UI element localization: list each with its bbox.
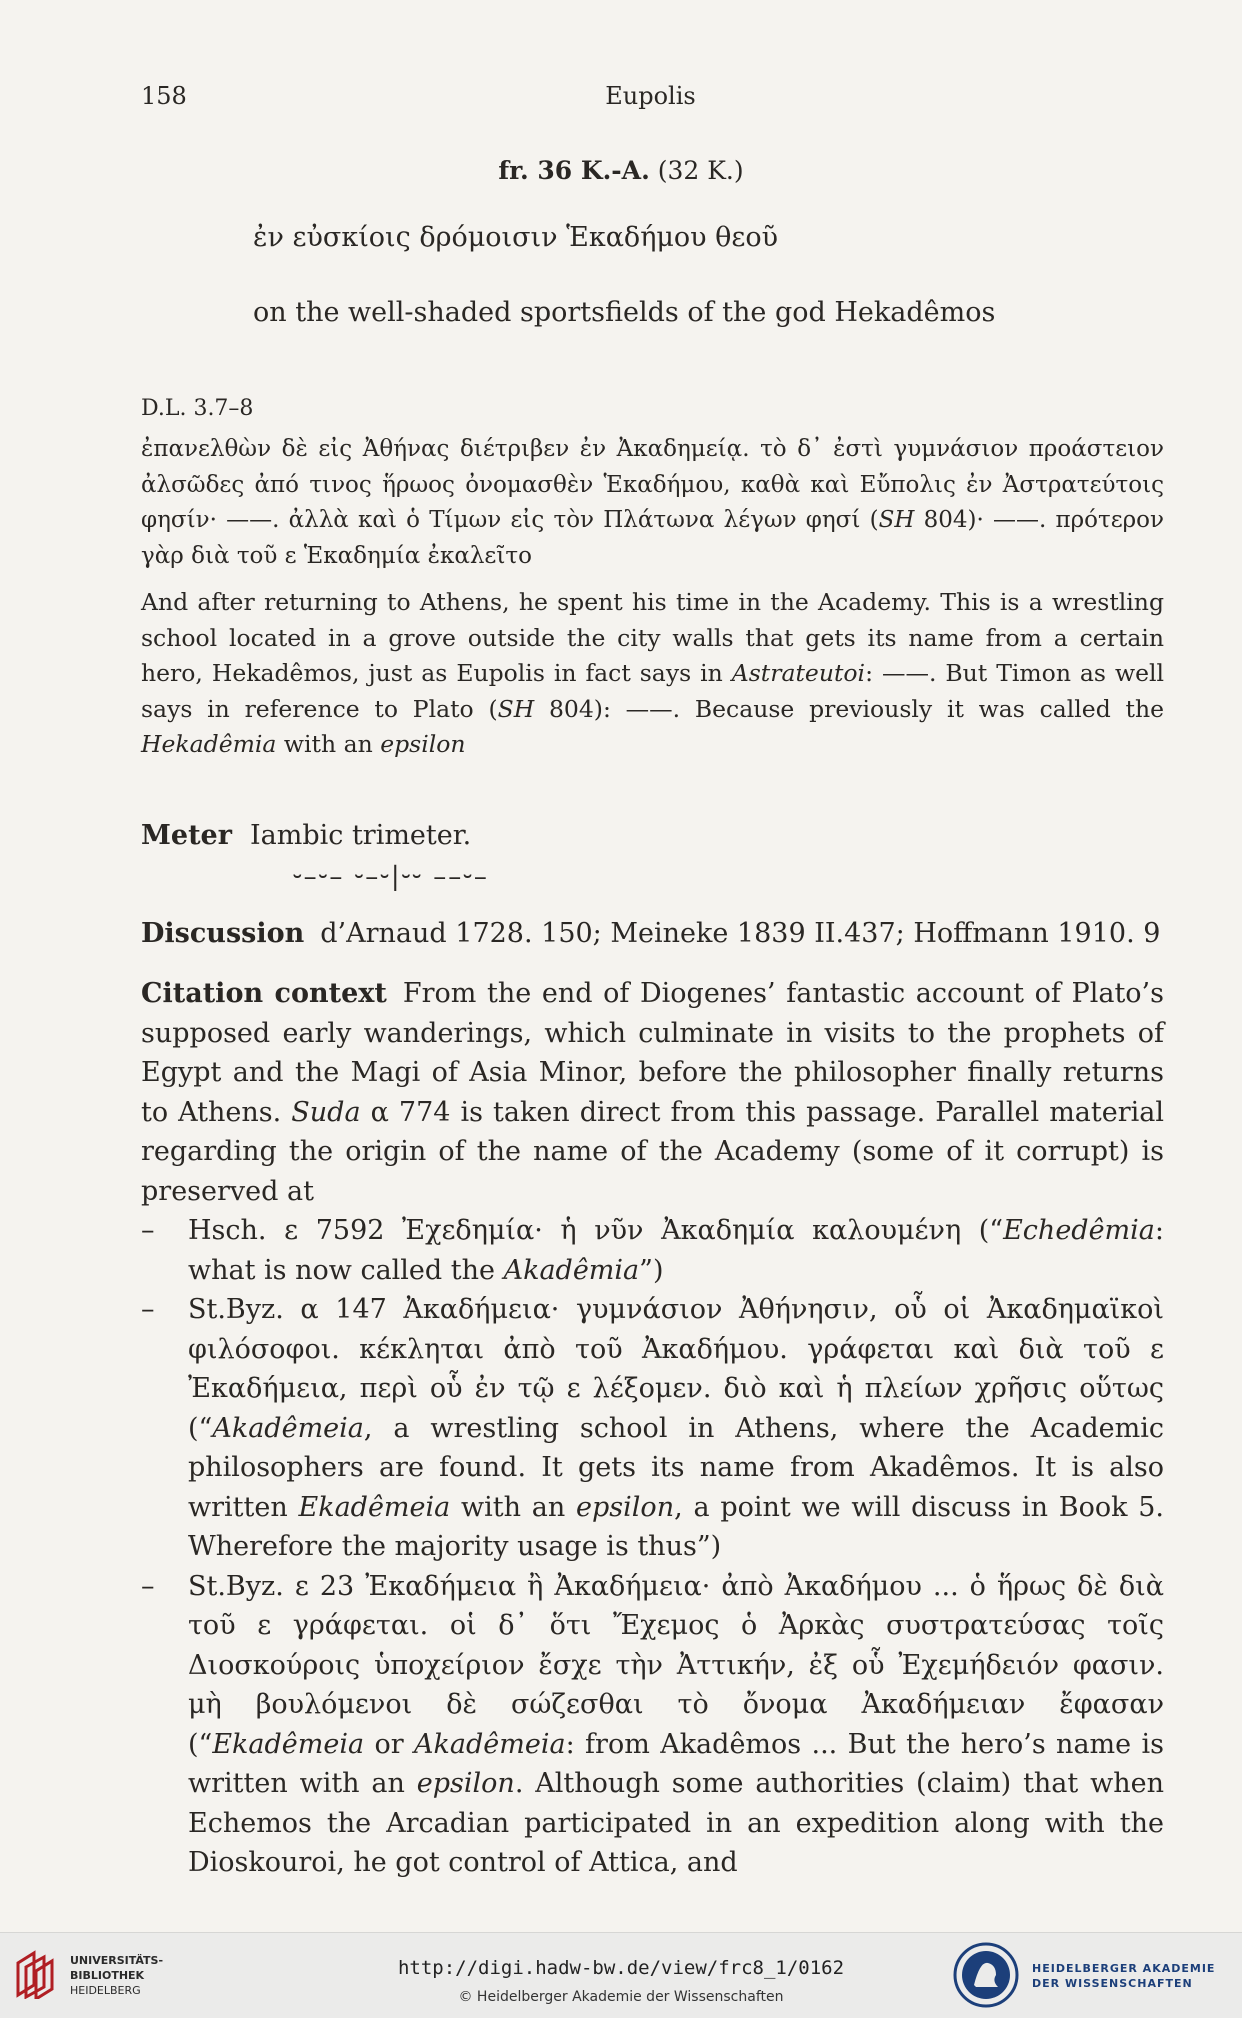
discussion-section	[141, 918, 1164, 949]
academy-logo[interactable]	[952, 1941, 1222, 2009]
fragment-translation: on the well-shaded sportsfields of the god Hekadêmos	[253, 297, 996, 328]
meter-section	[141, 820, 1164, 851]
university-library-name: UNIVERSITÄTS- BIBLIOTHEK HEIDELBERG	[70, 1954, 164, 1997]
citation-paragraph: Citation context From the end of Diogenes’ fantastic account of Plato’s supposed early wanderings, which culminate in visits to the prophets of Egypt and the Magi of Asia Minor, before the philosopher finally returns to Athens. Suda α 774 is taken direct from this passage. Parallel material regarding the origin of the name of the Academy (some of it corrupt) is preserved at	[141, 978, 1164, 1207]
list-item: – Hsch. ε 7592 Ἐχεδημία· ἡ νῦν Ἀκαδημία καλουμένη (“Echedêmia: what is now called the Akadêmia”)	[141, 1211, 1164, 1290]
citation-list	[141, 1211, 1164, 1883]
fragment-label: fr. 36 K.-A.	[498, 156, 650, 185]
list-item: – St.Byz. α 147 Ἀκαδήμεια· γυμνάσιον Ἀθήνησιν, οὗ οἱ Ἀκαδημαϊκοὶ φιλόσοφοι. κέκληται ἀπὸ τοῦ Ἀκαδήμου. γράφεται καὶ διὰ τοῦ ε Ἐκαδήμεια, περὶ οὗ ἐν τῷ ε λέξομεν. διὸ καὶ ἡ πλείων χρῆσις οὕτως (“Akadêmeia, a wrestling school in Athens, where the Academic philosophers are found. It gets its name from Akadêmos. It is also written Ekadêmeia with an epsilon, a point we will discuss in Book 5. Wherefore the majority usage is thus”)	[141, 1290, 1164, 1567]
discussion-label: Discussion	[141, 918, 305, 949]
meter-label: Meter	[141, 820, 232, 851]
citation-context-section	[141, 974, 1164, 1883]
list-item: – St.Byz. ε 23 Ἐκαδήμεια ἢ Ἀκαδήμεια· ἀπὸ Ἀκαδήμου ... ὁ ἥρως δὲ διὰ τοῦ ε γράφεται. οἱ δ᾿ ὅτι Ἔχεμος ὁ Ἀρκὰς συστρατεύσας τοῖς Διοσκούροις ὑποχείριον ἔσχε τὴν Ἀττικήν, ἐξ οὗ Ἐχεμήδειόν φασιν. μὴ βουλόμενοι δὲ σώζεσθαι τὸ ὄνομα Ἀκαδήμειαν ἔφασαν (“Ekadêmeia or Akadêmeia: from Akadêmos ... But the hero’s name is written with an epsilon. Although some authorities (claim) that when Echemos the Arcadian participated in an expedition along with the Dioskouroi, he got control of Attica, and	[141, 1567, 1164, 1883]
discussion-text: d’Arnaud 1728. 150; Meineke 1839 II.437; Hoffmann 1910. 9	[320, 918, 1161, 949]
viewer-footer	[0, 1932, 1242, 2018]
document-url-link[interactable]: http://digi.hadw-bw.de/view/frc8_1/0162	[397, 1957, 845, 1979]
academy-name: HEIDELBERGER AKADEMIE DER WISSENSCHAFTEN	[1032, 1962, 1216, 1990]
fragment-greek-text: ἐν εὐσκίοις δρόμοισιν Ἑκαδήμου θεοῦ	[253, 222, 779, 253]
page-number: 158	[141, 82, 187, 110]
metrical-scansion: ⏑–⏑– ⏑–⏑|⏑⏑ ––⏑–	[293, 862, 489, 892]
source-english-translation: And after returning to Athens, he spent his time in the Academy. This is a wrestling school located in a grove outside the city walls that gets its name from a certain hero, Hekadêmos, just as Eupolis in fact says in Astrateutoi: ——. But Timon as well says in reference to Plato (SH 804): ——. Because previously it was called the Hekadêmia with an epsilon	[141, 588, 1165, 758]
citation-label: Citation context	[141, 978, 387, 1009]
fragment-alt-label: (32 K.)	[649, 156, 744, 185]
source-reference: D.L. 3.7–8	[141, 396, 254, 421]
fragment-heading	[0, 156, 1242, 185]
running-title: Eupolis	[605, 82, 696, 110]
source-greek-passage: ἐπανελθὼν δὲ εἰς Ἀθήνας διέτριβεν ἐν Ἀκαδημείᾳ. τὸ δ᾿ ἐστὶ γυμνάσιον προάστειον ἀλσῶδες ἀπό τινος ἥρωος ὀνομασθὲν Ἑκαδήμου, καθὰ καὶ Εὔπολις ἐν Ἀστρατεύτοις φησίν· ——. ἀλλὰ καὶ ὁ Τίμων εἰς τὸν Πλάτωνα λέγων φησί (SH 804)· ——. πρότερον γὰρ διὰ τοῦ ε Ἑκαδημία ἐκαλεῖτο	[141, 436, 1164, 569]
copyright-notice: © Heidelberger Akademie der Wissenschaften	[458, 1989, 784, 2005]
page-header	[141, 82, 1160, 122]
meter-value: Iambic trimeter.	[249, 820, 472, 851]
academy-seal-icon	[952, 1941, 1020, 2009]
